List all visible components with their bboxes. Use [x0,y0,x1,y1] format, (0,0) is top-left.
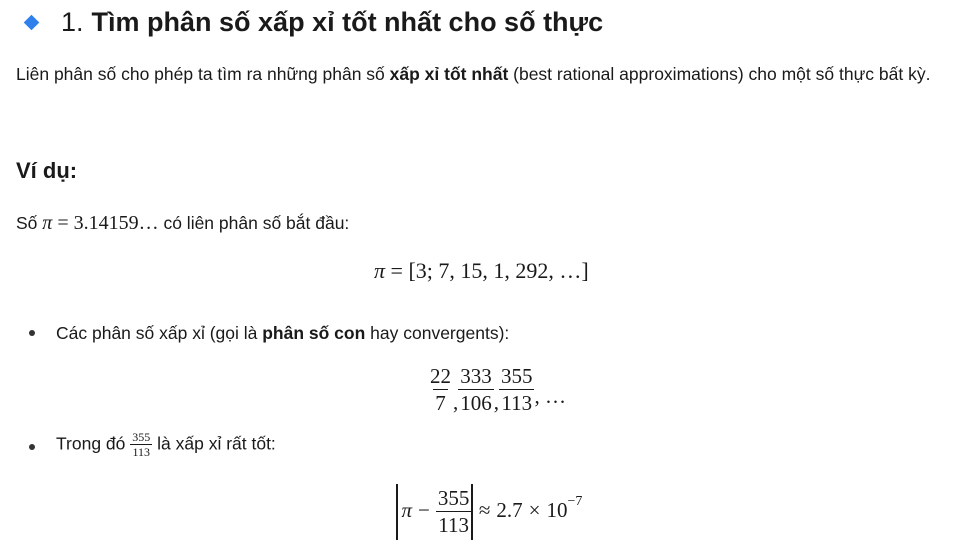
intro-paragraph [16,56,951,92]
convergent-fraction [428,364,453,416]
convergent-fraction [499,364,535,416]
convergent-fraction [458,364,494,416]
bullet1-before: Các phân số xấp xỉ (gọi là [56,323,263,343]
fraction-denominator: 113 [501,391,533,415]
bullet2-after: là xấp xỉ rất tốt: [152,433,276,454]
pi-value: 3.14159… [73,212,159,234]
cf-equals: = [385,258,409,283]
inline-fraction-denominator: 113 [132,445,151,459]
bullet-best-approx [56,431,276,459]
section-number: 1. [61,6,84,37]
fraction-denominator: 113 [438,513,469,537]
pi-line-suffix: có liên phân số bắt đầu: [158,213,350,233]
bullet-convergents [56,323,509,344]
bullet1-bold: phân số con [262,323,366,343]
cf-expression: [3; 7, 15, 1, 292, …] [408,258,589,283]
bullet1-after: hay convergents): [365,323,510,343]
inline-fraction [130,431,152,459]
intro-text-before: Liên phân số cho phép ta tìm ra những phân số [16,64,390,84]
fraction-numerator: 355 [501,364,533,388]
convergents-ellipsis: , … [534,383,566,408]
pi-intro-line [16,212,349,235]
approx-sign: ≈ [478,497,491,522]
bullet-dot [29,444,35,450]
bullet2-before: Trong đó [56,433,131,454]
approximation-error-equation [396,484,582,540]
intro-bold: xấp xỉ tốt nhất [389,64,509,84]
section-heading [26,4,603,40]
pi-line-prefix: Số [16,213,43,233]
abs-bar-right [471,484,473,540]
fraction-numerator: 355 [437,486,470,510]
error-base: 10 [546,497,568,522]
example-heading: Ví dụ: [16,158,78,183]
section-title: Tìm phân số xấp xỉ tốt nhất cho số thực [91,6,604,37]
fraction-denominator: 106 [460,391,492,415]
error-exponent: −7 [567,493,583,509]
error-mantissa: 2.7 [496,497,523,522]
error-fraction [436,486,472,538]
continued-fraction-equation [374,258,589,284]
minus-sign: − [418,497,430,522]
abs-bar-left [396,484,398,540]
error-pi: π [401,497,413,522]
diamond-bullet-icon [24,14,40,30]
fraction-denominator: 7 [435,391,446,415]
fraction-numerator: 22 [430,364,451,388]
equals-sign: = [52,212,74,234]
intro-text-after: (best rational approximations) cho một số thực bất kỳ. [508,64,931,84]
cf-pi-symbol: π [374,258,386,283]
inline-fraction-numerator: 355 [132,430,151,444]
times-sign: × [528,497,541,522]
bullet-dot [29,330,35,336]
convergents-equation: $\frac{22}{7}$ , $\frac{333}{106}$ , $\frac{355}{113}$ , … [430,364,566,415]
fraction-numerator: 333 [460,364,492,388]
pi-symbol: π [42,212,53,234]
